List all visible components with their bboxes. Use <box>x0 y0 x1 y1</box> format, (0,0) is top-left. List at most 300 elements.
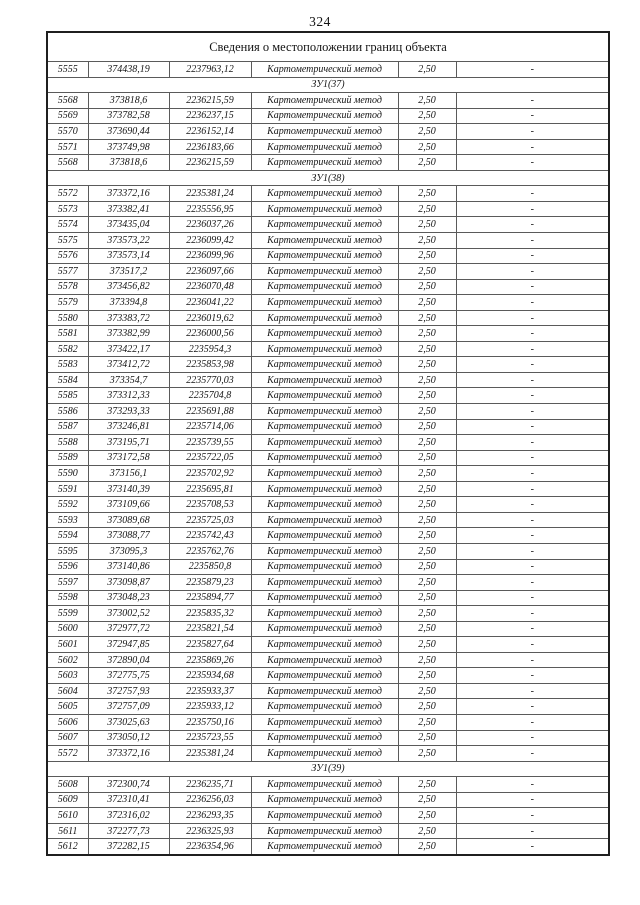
coordinate-y-cell: 2235894,77 <box>169 590 251 606</box>
table-row <box>47 372 609 388</box>
method-cell: Картометрический метод <box>251 652 398 668</box>
precision-cell: 2,50 <box>398 295 456 311</box>
coordinate-x-cell: 372282,15 <box>88 839 169 855</box>
table-row <box>47 481 609 497</box>
point-number-cell: 5585 <box>47 388 88 404</box>
coordinate-x-cell: 373690,44 <box>88 124 169 140</box>
coordinate-y-cell: 2236354,96 <box>169 839 251 855</box>
coordinate-y-cell: 2235381,24 <box>169 186 251 202</box>
coordinate-y-cell: 2235695,81 <box>169 481 251 497</box>
note-cell: - <box>456 388 609 404</box>
coordinate-y-cell: 2235714,06 <box>169 419 251 435</box>
method-cell: Картометрический метод <box>251 481 398 497</box>
coordinate-y-cell: 2236256,03 <box>169 792 251 808</box>
table-row <box>47 310 609 326</box>
precision-cell: 2,50 <box>398 497 456 513</box>
method-cell: Картометрический метод <box>251 201 398 217</box>
note-cell: - <box>456 652 609 668</box>
coordinate-x-cell: 372775,75 <box>88 668 169 684</box>
note-cell: - <box>456 264 609 280</box>
coordinate-x-cell: 372757,93 <box>88 683 169 699</box>
table-body <box>47 62 609 855</box>
point-number-cell: 5569 <box>47 108 88 124</box>
table-header <box>47 32 609 62</box>
method-cell: Картометрический метод <box>251 388 398 404</box>
coordinate-y-cell: 2235821,54 <box>169 621 251 637</box>
point-number-cell: 5601 <box>47 637 88 653</box>
precision-cell: 2,50 <box>398 388 456 404</box>
method-cell: Картометрический метод <box>251 808 398 824</box>
point-number-cell: 5596 <box>47 559 88 575</box>
precision-cell: 2,50 <box>398 606 456 622</box>
coordinate-x-cell: 373456,82 <box>88 279 169 295</box>
note-cell: - <box>456 559 609 575</box>
coordinate-x-cell: 373412,72 <box>88 357 169 373</box>
note-cell: - <box>456 777 609 793</box>
table-row <box>47 606 609 622</box>
table-row <box>47 497 609 513</box>
table-row <box>47 155 609 171</box>
table-title-row <box>47 32 609 62</box>
coordinate-x-cell: 373782,58 <box>88 108 169 124</box>
point-number-cell: 5595 <box>47 543 88 559</box>
coordinate-x-cell: 373354,7 <box>88 372 169 388</box>
point-number-cell: 5581 <box>47 326 88 342</box>
coordinate-y-cell: 2236070,48 <box>169 279 251 295</box>
method-cell: Картометрический метод <box>251 326 398 342</box>
point-number-cell: 5608 <box>47 777 88 793</box>
table-row <box>47 621 609 637</box>
note-cell: - <box>456 217 609 233</box>
table-row <box>47 326 609 342</box>
method-cell: Картометрический метод <box>251 575 398 591</box>
point-number-cell: 5590 <box>47 466 88 482</box>
precision-cell: 2,50 <box>398 435 456 451</box>
precision-cell: 2,50 <box>398 590 456 606</box>
point-number-cell: 5588 <box>47 435 88 451</box>
point-number-cell: 5600 <box>47 621 88 637</box>
note-cell: - <box>456 248 609 264</box>
coordinate-y-cell: 2235556,95 <box>169 201 251 217</box>
table-row <box>47 714 609 730</box>
coordinate-x-cell: 373089,68 <box>88 512 169 528</box>
point-number-cell: 5612 <box>47 839 88 855</box>
table-row <box>47 668 609 684</box>
coordinate-x-cell: 373573,14 <box>88 248 169 264</box>
coordinate-x-cell: 372977,72 <box>88 621 169 637</box>
coordinate-x-cell: 373025,63 <box>88 714 169 730</box>
method-cell: Картометрический метод <box>251 62 398 78</box>
section-row <box>47 761 609 777</box>
method-cell: Картометрический метод <box>251 466 398 482</box>
method-cell: Картометрический метод <box>251 341 398 357</box>
method-cell: Картометрический метод <box>251 279 398 295</box>
coordinate-x-cell: 373517,2 <box>88 264 169 280</box>
note-cell: - <box>456 512 609 528</box>
precision-cell: 2,50 <box>398 668 456 684</box>
coordinate-x-cell: 373098,87 <box>88 575 169 591</box>
point-number-cell: 5555 <box>47 62 88 78</box>
precision-cell: 2,50 <box>398 777 456 793</box>
note-cell: - <box>456 108 609 124</box>
point-number-cell: 5609 <box>47 792 88 808</box>
table-row <box>47 419 609 435</box>
coordinate-y-cell: 2236325,93 <box>169 823 251 839</box>
precision-cell: 2,50 <box>398 93 456 109</box>
method-cell: Картометрический метод <box>251 777 398 793</box>
method-cell: Картометрический метод <box>251 714 398 730</box>
coordinate-y-cell: 2236099,42 <box>169 233 251 249</box>
table-row <box>47 233 609 249</box>
table-row <box>47 139 609 155</box>
precision-cell: 2,50 <box>398 528 456 544</box>
point-number-cell: 5573 <box>47 201 88 217</box>
method-cell: Картометрический метод <box>251 124 398 140</box>
coordinate-x-cell: 373312,33 <box>88 388 169 404</box>
method-cell: Картометрический метод <box>251 217 398 233</box>
note-cell: - <box>456 326 609 342</box>
point-number-cell: 5598 <box>47 590 88 606</box>
table-row <box>47 652 609 668</box>
coordinate-y-cell: 2236041,22 <box>169 295 251 311</box>
table-row <box>47 186 609 202</box>
note-cell: - <box>456 419 609 435</box>
coordinate-y-cell: 2235739,55 <box>169 435 251 451</box>
precision-cell: 2,50 <box>398 559 456 575</box>
section-label: ЗУ1(38) <box>47 170 609 186</box>
coordinate-x-cell: 372300,74 <box>88 777 169 793</box>
point-number-cell: 5584 <box>47 372 88 388</box>
precision-cell: 2,50 <box>398 357 456 373</box>
coordinate-y-cell: 2235827,64 <box>169 637 251 653</box>
section-row <box>47 170 609 186</box>
coordinate-x-cell: 373818,6 <box>88 155 169 171</box>
coordinate-x-cell: 373422,17 <box>88 341 169 357</box>
coordinate-x-cell: 373002,52 <box>88 606 169 622</box>
point-number-cell: 5604 <box>47 683 88 699</box>
method-cell: Картометрический метод <box>251 668 398 684</box>
coordinate-x-cell: 372277,73 <box>88 823 169 839</box>
method-cell: Картометрический метод <box>251 295 398 311</box>
coordinate-y-cell: 2237963,12 <box>169 62 251 78</box>
note-cell: - <box>456 746 609 762</box>
note-cell: - <box>456 606 609 622</box>
note-cell: - <box>456 621 609 637</box>
note-cell: - <box>456 155 609 171</box>
note-cell: - <box>456 201 609 217</box>
precision-cell: 2,50 <box>398 108 456 124</box>
coordinate-y-cell: 2236237,15 <box>169 108 251 124</box>
coordinate-y-cell: 2235835,32 <box>169 606 251 622</box>
method-cell: Картометрический метод <box>251 730 398 746</box>
coordinate-x-cell: 372757,09 <box>88 699 169 715</box>
method-cell: Картометрический метод <box>251 606 398 622</box>
table-row <box>47 357 609 373</box>
note-cell: - <box>456 637 609 653</box>
point-number-cell: 5580 <box>47 310 88 326</box>
table-row <box>47 217 609 233</box>
precision-cell: 2,50 <box>398 839 456 855</box>
coordinate-x-cell: 373383,72 <box>88 310 169 326</box>
note-cell: - <box>456 699 609 715</box>
coordinate-x-cell: 373818,6 <box>88 93 169 109</box>
point-number-cell: 5606 <box>47 714 88 730</box>
table-title: Сведения о местоположении границ объекта <box>47 32 609 62</box>
precision-cell: 2,50 <box>398 621 456 637</box>
precision-cell: 2,50 <box>398 637 456 653</box>
note-cell: - <box>456 714 609 730</box>
table-row <box>47 746 609 762</box>
coordinate-y-cell: 2236019,62 <box>169 310 251 326</box>
table-row <box>47 730 609 746</box>
method-cell: Картометрический метод <box>251 310 398 326</box>
coordinate-x-cell: 373172,58 <box>88 450 169 466</box>
point-number-cell: 5574 <box>47 217 88 233</box>
note-cell: - <box>456 233 609 249</box>
point-number-cell: 5610 <box>47 808 88 824</box>
note-cell: - <box>456 543 609 559</box>
coordinate-x-cell: 373156,1 <box>88 466 169 482</box>
method-cell: Картометрический метод <box>251 93 398 109</box>
point-number-cell: 5611 <box>47 823 88 839</box>
precision-cell: 2,50 <box>398 186 456 202</box>
coordinate-y-cell: 2235850,8 <box>169 559 251 575</box>
point-number-cell: 5575 <box>47 233 88 249</box>
precision-cell: 2,50 <box>398 823 456 839</box>
precision-cell: 2,50 <box>398 808 456 824</box>
method-cell: Картометрический метод <box>251 419 398 435</box>
method-cell: Картометрический метод <box>251 823 398 839</box>
table-row <box>47 404 609 420</box>
note-cell: - <box>456 372 609 388</box>
table-row <box>47 699 609 715</box>
precision-cell: 2,50 <box>398 792 456 808</box>
coordinate-x-cell: 372316,02 <box>88 808 169 824</box>
precision-cell: 2,50 <box>398 279 456 295</box>
coordinate-y-cell: 2235934,68 <box>169 668 251 684</box>
point-number-cell: 5591 <box>47 481 88 497</box>
precision-cell: 2,50 <box>398 139 456 155</box>
note-cell: - <box>456 62 609 78</box>
coordinate-x-cell: 373140,39 <box>88 481 169 497</box>
coordinate-y-cell: 2236215,59 <box>169 93 251 109</box>
point-number-cell: 5599 <box>47 606 88 622</box>
point-number-cell: 5568 <box>47 155 88 171</box>
point-number-cell: 5568 <box>47 93 88 109</box>
note-cell: - <box>456 808 609 824</box>
precision-cell: 2,50 <box>398 730 456 746</box>
note-cell: - <box>456 357 609 373</box>
coordinate-x-cell: 373050,12 <box>88 730 169 746</box>
point-number-cell: 5572 <box>47 186 88 202</box>
point-number-cell: 5602 <box>47 652 88 668</box>
table-row <box>47 823 609 839</box>
table-row <box>47 264 609 280</box>
table-row <box>47 341 609 357</box>
table-row <box>47 450 609 466</box>
method-cell: Картометрический метод <box>251 792 398 808</box>
note-cell: - <box>456 497 609 513</box>
table-row <box>47 839 609 855</box>
method-cell: Картометрический метод <box>251 248 398 264</box>
coordinate-y-cell: 2235879,23 <box>169 575 251 591</box>
method-cell: Картометрический метод <box>251 435 398 451</box>
coordinate-y-cell: 2236037,26 <box>169 217 251 233</box>
note-cell: - <box>456 450 609 466</box>
table-row <box>47 512 609 528</box>
point-number-cell: 5589 <box>47 450 88 466</box>
point-number-cell: 5578 <box>47 279 88 295</box>
table-row <box>47 777 609 793</box>
precision-cell: 2,50 <box>398 714 456 730</box>
method-cell: Картометрический метод <box>251 683 398 699</box>
method-cell: Картометрический метод <box>251 264 398 280</box>
coordinate-x-cell: 373382,41 <box>88 201 169 217</box>
precision-cell: 2,50 <box>398 450 456 466</box>
method-cell: Картометрический метод <box>251 621 398 637</box>
coordinate-y-cell: 2236183,66 <box>169 139 251 155</box>
note-cell: - <box>456 575 609 591</box>
coordinate-y-cell: 2235869,26 <box>169 652 251 668</box>
note-cell: - <box>456 186 609 202</box>
point-number-cell: 5577 <box>47 264 88 280</box>
note-cell: - <box>456 668 609 684</box>
coordinate-x-cell: 373372,16 <box>88 186 169 202</box>
precision-cell: 2,50 <box>398 264 456 280</box>
coordinate-y-cell: 2235933,12 <box>169 699 251 715</box>
table-row <box>47 590 609 606</box>
precision-cell: 2,50 <box>398 155 456 171</box>
note-cell: - <box>456 792 609 808</box>
method-cell: Картометрический метод <box>251 357 398 373</box>
coordinate-y-cell: 2235933,37 <box>169 683 251 699</box>
point-number-cell: 5572 <box>47 746 88 762</box>
coordinate-x-cell: 373140,86 <box>88 559 169 575</box>
note-cell: - <box>456 590 609 606</box>
point-number-cell: 5607 <box>47 730 88 746</box>
point-number-cell: 5594 <box>47 528 88 544</box>
note-cell: - <box>456 481 609 497</box>
table-row <box>47 124 609 140</box>
coordinate-x-cell: 373435,04 <box>88 217 169 233</box>
precision-cell: 2,50 <box>398 404 456 420</box>
precision-cell: 2,50 <box>398 217 456 233</box>
coordinate-y-cell: 2236152,14 <box>169 124 251 140</box>
precision-cell: 2,50 <box>398 512 456 528</box>
coordinate-x-cell: 373246,81 <box>88 419 169 435</box>
precision-cell: 2,50 <box>398 419 456 435</box>
coordinate-y-cell: 2235762,76 <box>169 543 251 559</box>
coordinate-x-cell: 372947,85 <box>88 637 169 653</box>
boundary-points-table <box>46 31 610 856</box>
precision-cell: 2,50 <box>398 124 456 140</box>
precision-cell: 2,50 <box>398 466 456 482</box>
table-row <box>47 62 609 78</box>
table-row <box>47 201 609 217</box>
note-cell: - <box>456 730 609 746</box>
method-cell: Картометрический метод <box>251 450 398 466</box>
coordinate-y-cell: 2235770,03 <box>169 372 251 388</box>
coordinate-x-cell: 374438,19 <box>88 62 169 78</box>
coordinate-y-cell: 2235723,55 <box>169 730 251 746</box>
note-cell: - <box>456 528 609 544</box>
precision-cell: 2,50 <box>398 201 456 217</box>
coordinate-x-cell: 373088,77 <box>88 528 169 544</box>
coordinate-y-cell: 2236215,59 <box>169 155 251 171</box>
precision-cell: 2,50 <box>398 341 456 357</box>
coordinate-x-cell: 373095,3 <box>88 543 169 559</box>
coordinate-x-cell: 373749,98 <box>88 139 169 155</box>
precision-cell: 2,50 <box>398 326 456 342</box>
point-number-cell: 5605 <box>47 699 88 715</box>
coordinate-y-cell: 2236099,96 <box>169 248 251 264</box>
method-cell: Картометрический метод <box>251 108 398 124</box>
precision-cell: 2,50 <box>398 233 456 249</box>
note-cell: - <box>456 93 609 109</box>
precision-cell: 2,50 <box>398 248 456 264</box>
method-cell: Картометрический метод <box>251 404 398 420</box>
table-row <box>47 808 609 824</box>
point-number-cell: 5592 <box>47 497 88 513</box>
precision-cell: 2,50 <box>398 372 456 388</box>
table-row <box>47 295 609 311</box>
precision-cell: 2,50 <box>398 746 456 762</box>
table-row <box>47 93 609 109</box>
precision-cell: 2,50 <box>398 481 456 497</box>
method-cell: Картометрический метод <box>251 233 398 249</box>
precision-cell: 2,50 <box>398 652 456 668</box>
method-cell: Картометрический метод <box>251 372 398 388</box>
note-cell: - <box>456 404 609 420</box>
table-row <box>47 466 609 482</box>
method-cell: Картометрический метод <box>251 699 398 715</box>
method-cell: Картометрический метод <box>251 746 398 762</box>
note-cell: - <box>456 279 609 295</box>
coordinate-y-cell: 2235708,53 <box>169 497 251 513</box>
table-row <box>47 637 609 653</box>
coordinate-x-cell: 372890,04 <box>88 652 169 668</box>
table-row <box>47 528 609 544</box>
table-row <box>47 543 609 559</box>
point-number-cell: 5603 <box>47 668 88 684</box>
precision-cell: 2,50 <box>398 575 456 591</box>
point-number-cell: 5579 <box>47 295 88 311</box>
method-cell: Картометрический метод <box>251 543 398 559</box>
table-row <box>47 792 609 808</box>
coordinate-y-cell: 2235381,24 <box>169 746 251 762</box>
coordinate-y-cell: 2236235,71 <box>169 777 251 793</box>
method-cell: Картометрический метод <box>251 512 398 528</box>
note-cell: - <box>456 310 609 326</box>
coordinate-x-cell: 373372,16 <box>88 746 169 762</box>
coordinate-x-cell: 373382,99 <box>88 326 169 342</box>
note-cell: - <box>456 683 609 699</box>
note-cell: - <box>456 435 609 451</box>
coordinate-y-cell: 2236000,56 <box>169 326 251 342</box>
method-cell: Картометрический метод <box>251 528 398 544</box>
coordinate-x-cell: 373195,71 <box>88 435 169 451</box>
coordinate-x-cell: 372310,41 <box>88 792 169 808</box>
coordinate-x-cell: 373109,66 <box>88 497 169 513</box>
method-cell: Картометрический метод <box>251 497 398 513</box>
coordinate-y-cell: 2235725,03 <box>169 512 251 528</box>
table-row <box>47 248 609 264</box>
table-row <box>47 559 609 575</box>
section-label: ЗУ1(39) <box>47 761 609 777</box>
section-row <box>47 77 609 93</box>
precision-cell: 2,50 <box>398 310 456 326</box>
coordinate-y-cell: 2236097,66 <box>169 264 251 280</box>
